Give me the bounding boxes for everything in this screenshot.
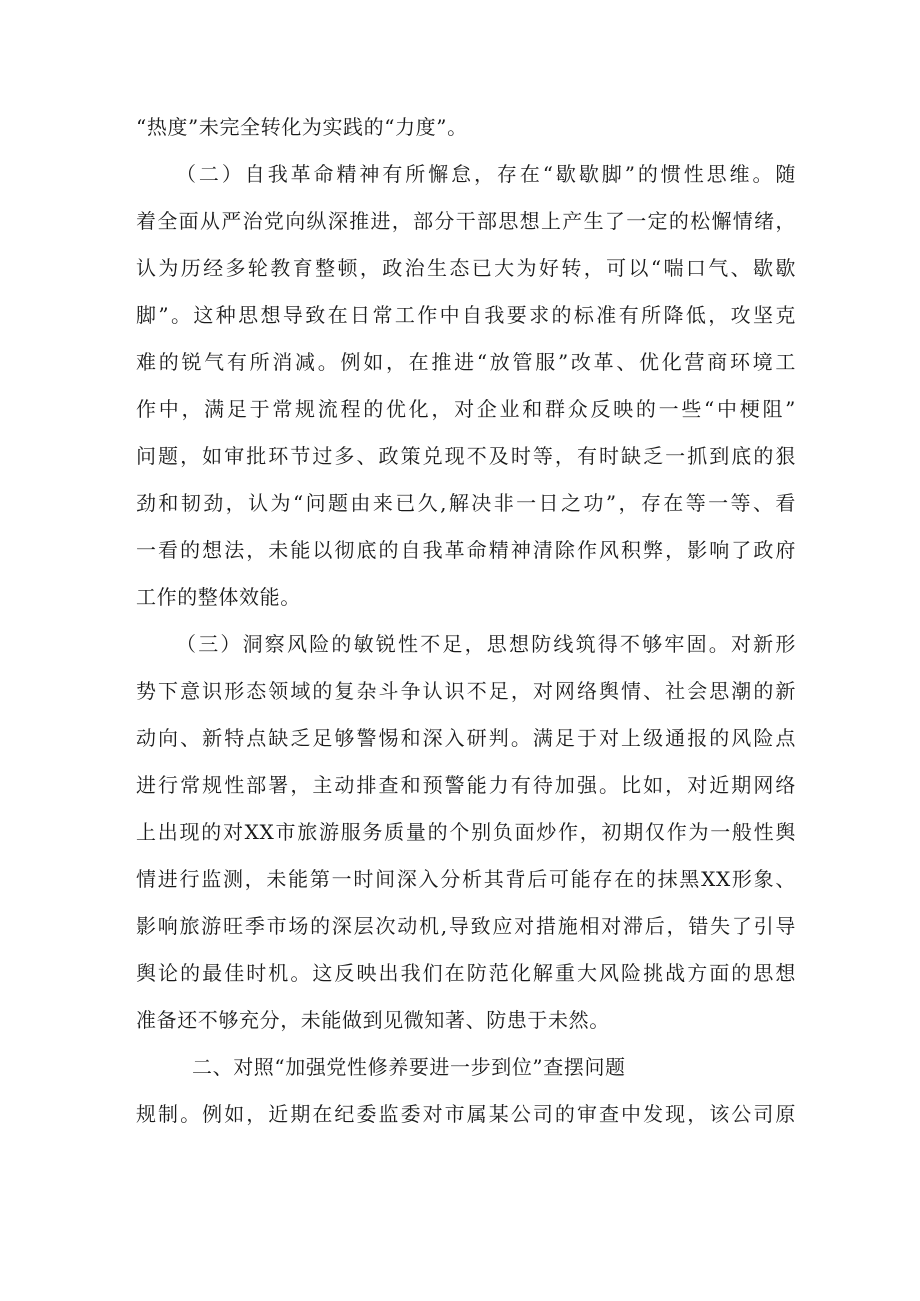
text-line: 着全面从严治党向纵深推进，部分干部思想上产生了一定的松懈情绪， — [136, 209, 796, 233]
text-line: 作中，满足于常规流程的优化，对企业和群众反映的一些“中梗阻” — [136, 397, 796, 421]
text-line: 势下意识形态领域的复杂斗争认识不足，对网络舆情、社会思潮的新 — [136, 679, 796, 703]
text-line: 舆论的最佳时机。这反映出我们在防范化解重大风险挑战方面的思想 — [136, 961, 796, 985]
text-line: 认为历经多轮教育整顿，政治生态已大为好转，可以“喘口气、歇歇 — [136, 256, 796, 280]
paragraph-3-heading-line: （三）洞察风险的敏锐性不足，思想防线筑得不够牢固。对新形 — [176, 632, 796, 656]
text-line: 影响旅游旺季市场的深层次动机,导致应对措施相对滞后，错失了引导 — [136, 914, 796, 938]
text-line: 脚”。这种思想导致在日常工作中自我要求的标准有所降低，攻坚克 — [136, 303, 796, 327]
text-line: 动向、新特点缺乏足够警惕和深入研判。满足于对上级通报的风险点 — [136, 726, 796, 750]
text-line: 工作的整体效能。 — [136, 585, 301, 609]
text-line: 情进行监测，未能第一时间深入分析其背后可能存在的抹黑XX形象、 — [136, 867, 796, 891]
paragraph-2-heading-line: （二）自我革命精神有所懈怠，存在“歇歇脚”的惯性思维。随 — [176, 162, 796, 186]
text-line: 难的锐气有所消减。例如，在推进“放管服”改革、优化营商环境工 — [136, 350, 796, 374]
text-line: 一看的想法，未能以彻底的自我革命精神清除作风积弊，影响了政府 — [136, 538, 796, 562]
text-line: 规制。例如，近期在纪委监委对市属某公司的审查中发现，该公司原 — [136, 1102, 796, 1126]
text-line: “热度”未完全转化为实践的“力度”。 — [136, 115, 468, 139]
text-line: 问题，如审批环节过多、政策兑现不及时等，有时缺乏一抓到底的狠 — [136, 444, 796, 468]
text-line: 准备还不够充分，未能做到见微知著、防患于未然。 — [136, 1008, 610, 1032]
text-line: 上出现的对XX市旅游服务质量的个别负面炒作，初期仅作为一般性舆 — [136, 820, 796, 844]
text-line: 进行常规性部署，主动排查和预警能力有待加强。比如，对近期网络 — [136, 773, 796, 797]
text-line: 劲和韧劲，认为“问题由来已久,解决非一日之功”，存在等一等、看 — [136, 491, 796, 515]
document-body — [136, 104, 796, 1138]
section-heading: 二、对照“加强党性修养要进一步到位”查摆问题 — [192, 1055, 626, 1079]
